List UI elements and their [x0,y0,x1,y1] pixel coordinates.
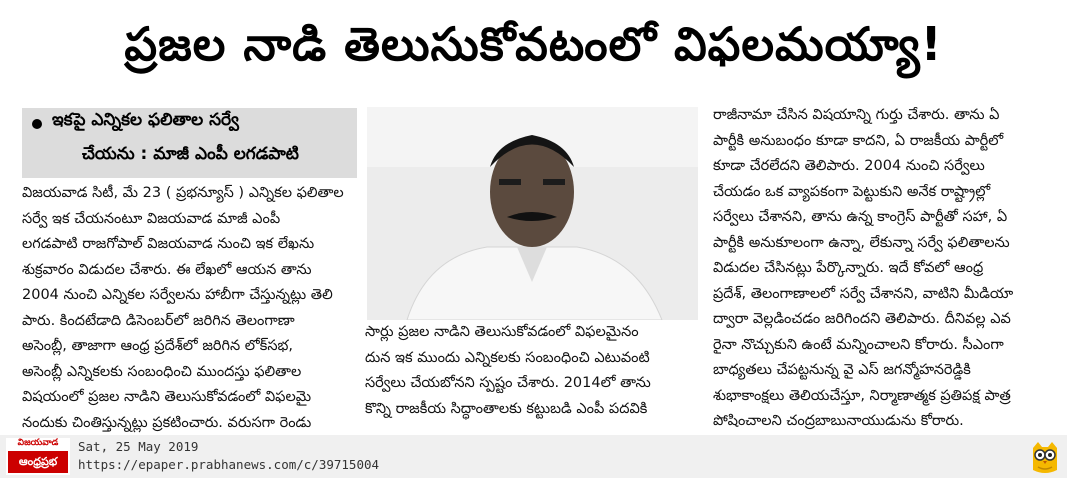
portrait-photo [367,107,698,320]
middle-column-line: కొన్ని రాజకీయ సిద్ధాంతాలకు కట్టుబడి ఎంపీ పదవికి [365,400,648,417]
right-column-line: శుభాకాంక్షలు తెలియచేస్తూ, నిర్మాణాత్మక ప్రతిపక్ష పాత్ర [713,387,1011,404]
right-column-line: సర్వేలు చేశానని, తాను ఉన్న కాంగ్రెస్ పార్టీతో సహా, ఏ [713,209,1008,225]
right-column-line: పార్టీకి అనుకూలంగా ఉన్నా, లేకున్నా సర్వే ఫలితాలను [713,234,1010,251]
left-column-line: లగడపాటి రాజగోపాల్ విజయవాడ నుంచి ఇక లేఖను [22,236,315,252]
footer-bar [0,435,1067,478]
left-column [22,181,358,436]
subheading-line-1: ఇకపై ఎన్నికల ఫలితాల సర్వే [52,110,239,130]
footer-url[interactable]: https://epaper.prabhanews.com/c/39715004 [78,457,380,472]
right-column-line: కూడా చేరలేదని తెలిపారు. 2004 నుంచి సర్వేలు [713,158,985,174]
logo-city: విజయవాడ [17,438,59,448]
headline: ప్రజల నాడి తెలుసుకోవటంలో విఫలమయ్యా! [124,17,943,71]
right-column-line: చేయడం ఒక వ్యాపకంగా పెట్టుకుని అనేక రాష్ట్రాల్లో [713,183,991,200]
left-column-line: సర్వే ఇక చేయనంటూ విజయవాడ మాజీ ఎంపీ [22,210,281,227]
right-column-line: రైనా నొచ్చుకుని ఉంటే మన్నించాలని కోరారు. సీఎంగా [713,336,1004,353]
logo-title: ఆంధ్రప్రభ [8,451,68,473]
left-column-line: పారు. కిందటేడాది డిసెంబర్‌లో జరిగిన తెలంగాణా [22,312,295,329]
left-column-line: 2004 నుంచి ఎన్నికల సర్వేలను హాబీగా చేస్తున్నట్లు తెలి [22,287,333,303]
right-column-line: పార్టీకి అనుబంధం కూడా కాదని, ఏ రాజకీయ పార్టీలో [713,132,1004,149]
middle-column-line: దున ఇక ముందు ఎన్నికలకు సంబంధించి ఎటువంటి [365,349,650,366]
left-column-line: అసెంబ్లీ ఎన్నికలకు సంబంధించి ముందస్తు ఫలితాల [22,363,302,380]
footer-date: Sat, 25 May 2019 [78,439,199,454]
owl-icon[interactable] [1029,440,1061,474]
middle-column [365,320,705,422]
middle-column-line: సర్వేలు చేయబోనని స్పష్టం చేశారు. 2014లో తాను [365,375,651,391]
newspaper-logo [6,438,70,475]
right-column-line: రాజీనామా చేసిన విషయాన్ని గుర్తు చేశారు. తాను ఏ [713,107,1000,123]
right-column-line: పోషించాలని చంద్రబాబునాయుడును కోరారు. [713,413,964,429]
bullet-icon [32,119,42,129]
left-column-line: విజయవాడ సిటీ, మే 23 ( ప్రభన్యూస్ ) ఎన్నికల ఫలితాల [22,185,344,201]
right-column-line: ద్వారా వెల్లడించడం జరిగిందని తెలిపారు. దీనివల్ల ఎవ [713,311,1011,327]
left-column-line: శుక్రవారం విడుదల చేశారు. ఈ లేఖలో ఆయన తాను [22,261,312,278]
subheading-box [22,108,357,178]
portrait-image [367,107,698,320]
right-column-line: ప్రదేశ్, తెలంగాణాలలో సర్వే చేశానని, వాటిని మీడియా [713,285,1014,302]
right-column [713,103,1061,435]
left-column-line: అసెంబ్లీ, తాజాగా ఆంధ్ర ప్రదేశ్‌లో జరిగిన లోక్‌సభ, [22,338,293,354]
left-column-line: విషయంలో ప్రజల నాడిని తెలుసుకోవడంలో విఫలమై [22,389,312,405]
right-column-line: విడుదల చేసినట్లు పేర్కొన్నారు. ఇదే కోవలో ఆంధ్ర [713,260,984,276]
middle-column-line: సార్లు ప్రజల నాడిని తెలుసుకోవడంలో విఫలమైనం [365,324,639,340]
left-column-line: నందుకు చింతిస్తున్నట్లు ప్రకటించారు. వరుసగా రెండు [22,414,312,431]
subheading-line-2: చేయను : మాజీ ఎంపీ లగడపాటి [82,144,299,164]
right-column-line: బాధ్యతలు చేపట్టనున్న వై ఎస్ జగన్మోహనరెడ్డికి [713,362,971,378]
